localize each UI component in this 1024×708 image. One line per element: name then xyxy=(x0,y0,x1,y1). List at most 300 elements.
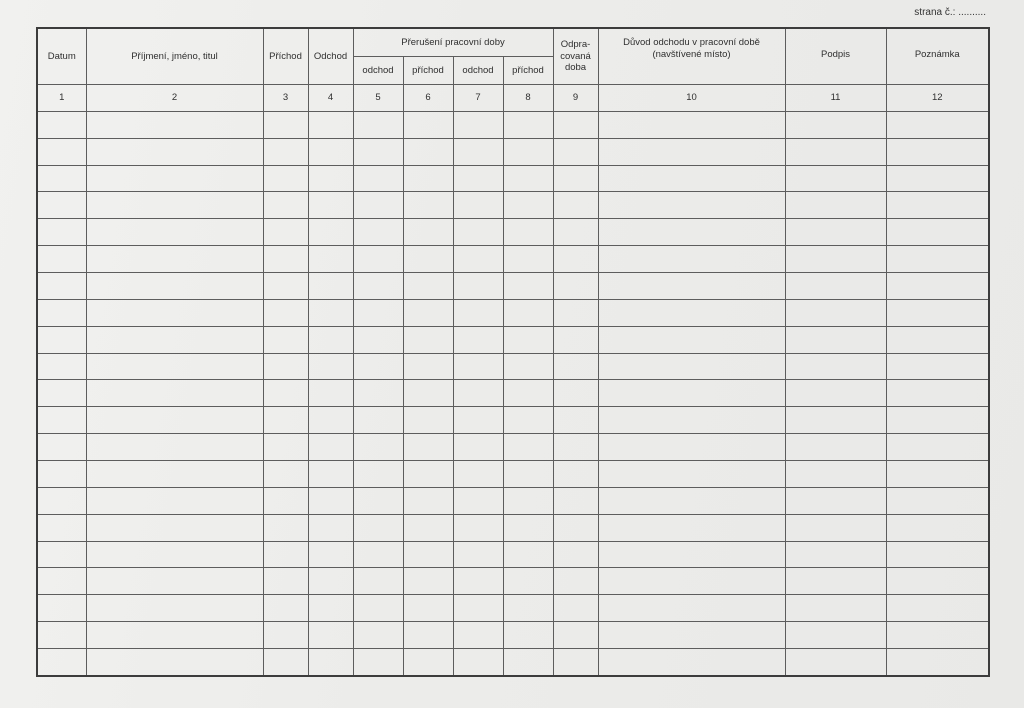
column-number-row xyxy=(37,85,989,112)
entry-cell[interactable] xyxy=(503,514,553,541)
entry-cell[interactable] xyxy=(86,568,263,595)
entry-cell[interactable] xyxy=(785,595,886,622)
entry-cell[interactable] xyxy=(785,138,886,165)
entry-cell[interactable] xyxy=(308,246,353,273)
entry-cell[interactable] xyxy=(308,326,353,353)
entry-cell[interactable] xyxy=(503,434,553,461)
subheader-prichod-1: příchod xyxy=(403,57,453,85)
entry-cell[interactable] xyxy=(503,165,553,192)
entry-cell[interactable] xyxy=(598,246,785,273)
subheader-odchod-1: odchod xyxy=(353,57,403,85)
entry-cell[interactable] xyxy=(785,353,886,380)
entry-cell[interactable] xyxy=(886,487,989,514)
entry-cell[interactable] xyxy=(453,380,503,407)
entry-cell[interactable] xyxy=(503,622,553,649)
entry-cell[interactable] xyxy=(86,514,263,541)
entry-cell[interactable] xyxy=(403,219,453,246)
entry-cell[interactable] xyxy=(598,622,785,649)
entry-cell[interactable] xyxy=(598,514,785,541)
entry-cell[interactable] xyxy=(785,407,886,434)
entry-cell[interactable] xyxy=(598,299,785,326)
entry-cell[interactable] xyxy=(553,299,598,326)
entry-cell[interactable] xyxy=(785,568,886,595)
entry-cell[interactable] xyxy=(453,622,503,649)
entry-cell[interactable] xyxy=(453,649,503,676)
entry-cell[interactable] xyxy=(785,487,886,514)
subheader-odchod-2: odchod xyxy=(453,57,503,85)
entry-cell[interactable] xyxy=(503,192,553,219)
entry-cell[interactable] xyxy=(886,407,989,434)
entry-cell[interactable] xyxy=(403,138,453,165)
entry-cell[interactable] xyxy=(263,622,308,649)
entry-cell[interactable] xyxy=(353,622,403,649)
entry-cell[interactable] xyxy=(308,407,353,434)
entry-cell[interactable] xyxy=(403,326,453,353)
entry-cell[interactable] xyxy=(403,299,453,326)
header-duvod: Důvod odchodu v pracovní době (navštívené místo) xyxy=(598,28,785,85)
entry-cell[interactable] xyxy=(353,165,403,192)
entry-cell[interactable] xyxy=(553,622,598,649)
entry-cell[interactable] xyxy=(308,219,353,246)
entry-cell[interactable] xyxy=(886,299,989,326)
column-number: 2 xyxy=(86,85,263,112)
entry-cell[interactable] xyxy=(86,649,263,676)
entry-cell[interactable] xyxy=(403,111,453,138)
entry-cell[interactable] xyxy=(308,487,353,514)
entry-cell[interactable] xyxy=(785,219,886,246)
entry-cell[interactable] xyxy=(263,380,308,407)
entry-cell[interactable] xyxy=(263,219,308,246)
column-number: 5 xyxy=(353,85,403,112)
header-prichod: Příchod xyxy=(263,28,308,85)
entry-cell[interactable] xyxy=(453,434,503,461)
column-number: 12 xyxy=(886,85,989,112)
entry-cell[interactable] xyxy=(598,326,785,353)
entry-cell[interactable] xyxy=(263,165,308,192)
entry-cell[interactable] xyxy=(37,273,86,300)
entry-cell[interactable] xyxy=(785,246,886,273)
entry-cell[interactable] xyxy=(453,219,503,246)
entry-cell[interactable] xyxy=(598,138,785,165)
entry-cell[interactable] xyxy=(263,299,308,326)
table-row xyxy=(37,622,989,649)
entry-cell[interactable] xyxy=(785,299,886,326)
entry-cell[interactable] xyxy=(308,299,353,326)
entry-cell[interactable] xyxy=(598,219,785,246)
entry-cell[interactable] xyxy=(86,273,263,300)
entry-cell[interactable] xyxy=(86,326,263,353)
entry-cell[interactable] xyxy=(453,541,503,568)
entry-cell[interactable] xyxy=(886,380,989,407)
entry-cell[interactable] xyxy=(785,461,886,488)
entry-cell[interactable] xyxy=(37,219,86,246)
entry-cell[interactable] xyxy=(598,595,785,622)
entry-cell[interactable] xyxy=(308,192,353,219)
entry-cell[interactable] xyxy=(86,165,263,192)
entry-cell[interactable] xyxy=(308,514,353,541)
entry-cell[interactable] xyxy=(453,138,503,165)
entry-cell[interactable] xyxy=(553,111,598,138)
column-number: 9 xyxy=(553,85,598,112)
entry-cell[interactable] xyxy=(353,138,403,165)
entry-cell[interactable] xyxy=(503,219,553,246)
entry-cell[interactable] xyxy=(553,353,598,380)
table-row xyxy=(37,353,989,380)
entry-cell[interactable] xyxy=(553,434,598,461)
entry-cell[interactable] xyxy=(886,111,989,138)
entry-cell[interactable] xyxy=(263,595,308,622)
entry-cell[interactable] xyxy=(886,568,989,595)
entry-cell[interactable] xyxy=(453,299,503,326)
entry-cell[interactable] xyxy=(353,434,403,461)
entry-cell[interactable] xyxy=(86,111,263,138)
entry-cell[interactable] xyxy=(263,434,308,461)
entry-cell[interactable] xyxy=(353,219,403,246)
entry-cell[interactable] xyxy=(37,138,86,165)
entry-cell[interactable] xyxy=(453,487,503,514)
column-number: 6 xyxy=(403,85,453,112)
entry-cell[interactable] xyxy=(263,111,308,138)
entry-cell[interactable] xyxy=(553,380,598,407)
entry-cell[interactable] xyxy=(553,192,598,219)
header-poznamka: Poznámka xyxy=(886,28,989,85)
entry-cell[interactable] xyxy=(553,514,598,541)
entry-cell[interactable] xyxy=(553,595,598,622)
entry-cell[interactable] xyxy=(403,622,453,649)
entry-cell[interactable] xyxy=(553,568,598,595)
entry-cell[interactable] xyxy=(37,192,86,219)
entry-cell[interactable] xyxy=(503,138,553,165)
entry-cell[interactable] xyxy=(353,541,403,568)
entry-cell[interactable] xyxy=(886,541,989,568)
entry-cell[interactable] xyxy=(308,380,353,407)
entry-cell[interactable] xyxy=(453,568,503,595)
entry-cell[interactable] xyxy=(785,273,886,300)
entry-cell[interactable] xyxy=(86,380,263,407)
entry-cell[interactable] xyxy=(353,407,403,434)
entry-cell[interactable] xyxy=(598,541,785,568)
entry-cell[interactable] xyxy=(886,219,989,246)
entry-cell[interactable] xyxy=(37,514,86,541)
table-row xyxy=(37,111,989,138)
entry-cell[interactable] xyxy=(553,273,598,300)
entry-cell[interactable] xyxy=(353,595,403,622)
entry-cell[interactable] xyxy=(353,380,403,407)
entry-cell[interactable] xyxy=(86,246,263,273)
table-row xyxy=(37,138,989,165)
entry-cell[interactable] xyxy=(86,299,263,326)
entry-cell[interactable] xyxy=(453,407,503,434)
entry-cell[interactable] xyxy=(453,165,503,192)
entry-cell[interactable] xyxy=(308,461,353,488)
entry-cell[interactable] xyxy=(308,353,353,380)
header-podpis: Podpis xyxy=(785,28,886,85)
entry-cell[interactable] xyxy=(263,568,308,595)
entry-cell[interactable] xyxy=(553,487,598,514)
entry-cell[interactable] xyxy=(308,138,353,165)
entry-cell[interactable] xyxy=(353,326,403,353)
entry-cell[interactable] xyxy=(598,273,785,300)
entry-cell[interactable] xyxy=(308,568,353,595)
table-row xyxy=(37,192,989,219)
entry-cell[interactable] xyxy=(37,353,86,380)
entry-cell[interactable] xyxy=(403,407,453,434)
column-number: 11 xyxy=(785,85,886,112)
table-row xyxy=(37,407,989,434)
entry-cell[interactable] xyxy=(503,461,553,488)
column-number: 10 xyxy=(598,85,785,112)
column-number: 7 xyxy=(453,85,503,112)
entry-cell[interactable] xyxy=(353,273,403,300)
entry-cell[interactable] xyxy=(263,273,308,300)
entry-cell[interactable] xyxy=(453,461,503,488)
entry-cell[interactable] xyxy=(86,353,263,380)
entry-cell[interactable] xyxy=(598,111,785,138)
table-row xyxy=(37,273,989,300)
column-number: 1 xyxy=(37,85,86,112)
entry-cell[interactable] xyxy=(86,487,263,514)
entry-cell[interactable] xyxy=(37,407,86,434)
header-preruseni: Přerušení pracovní doby xyxy=(353,28,553,57)
entry-cell[interactable] xyxy=(308,434,353,461)
entry-cell[interactable] xyxy=(263,461,308,488)
entry-cell[interactable] xyxy=(553,165,598,192)
entry-cell[interactable] xyxy=(37,595,86,622)
table-row xyxy=(37,461,989,488)
column-number: 8 xyxy=(503,85,553,112)
entry-cell[interactable] xyxy=(86,192,263,219)
entry-cell[interactable] xyxy=(263,514,308,541)
table-row xyxy=(37,568,989,595)
table-row xyxy=(37,219,989,246)
entry-cell[interactable] xyxy=(886,514,989,541)
entry-cell[interactable] xyxy=(263,246,308,273)
entry-cell[interactable] xyxy=(403,380,453,407)
entry-cell[interactable] xyxy=(553,138,598,165)
entry-cell[interactable] xyxy=(403,461,453,488)
entry-cell[interactable] xyxy=(503,380,553,407)
entry-cell[interactable] xyxy=(886,434,989,461)
table-row xyxy=(37,246,989,273)
entry-cell[interactable] xyxy=(785,111,886,138)
entry-cell[interactable] xyxy=(598,487,785,514)
entry-cell[interactable] xyxy=(403,649,453,676)
entry-cell[interactable] xyxy=(886,326,989,353)
entry-cell[interactable] xyxy=(308,541,353,568)
entry-cell[interactable] xyxy=(503,111,553,138)
entry-cell[interactable] xyxy=(353,461,403,488)
entry-cell[interactable] xyxy=(553,541,598,568)
entry-cell[interactable] xyxy=(886,595,989,622)
entry-cell[interactable] xyxy=(86,138,263,165)
table-row xyxy=(37,380,989,407)
entry-cell[interactable] xyxy=(785,165,886,192)
table-row xyxy=(37,434,989,461)
entry-cell[interactable] xyxy=(503,541,553,568)
entry-cell[interactable] xyxy=(263,353,308,380)
entry-cell[interactable] xyxy=(453,246,503,273)
entry-cell[interactable] xyxy=(403,246,453,273)
entry-cell[interactable] xyxy=(553,326,598,353)
entry-cell[interactable] xyxy=(403,595,453,622)
entry-cell[interactable] xyxy=(453,192,503,219)
entry-cell[interactable] xyxy=(453,111,503,138)
entry-cell[interactable] xyxy=(403,353,453,380)
entry-cell[interactable] xyxy=(598,407,785,434)
entry-cell[interactable] xyxy=(403,273,453,300)
entry-cell[interactable] xyxy=(886,353,989,380)
entry-cell[interactable] xyxy=(353,111,403,138)
column-number: 3 xyxy=(263,85,308,112)
entry-cell[interactable] xyxy=(503,649,553,676)
entry-cell[interactable] xyxy=(886,649,989,676)
entry-cell[interactable] xyxy=(353,353,403,380)
entry-cell[interactable] xyxy=(503,246,553,273)
entry-cell[interactable] xyxy=(308,111,353,138)
entry-cell[interactable] xyxy=(785,380,886,407)
table-row xyxy=(37,299,989,326)
entry-cell[interactable] xyxy=(263,407,308,434)
entry-cell[interactable] xyxy=(403,434,453,461)
entry-cell[interactable] xyxy=(37,246,86,273)
entry-cell[interactable] xyxy=(403,165,453,192)
entry-cell[interactable] xyxy=(598,461,785,488)
entry-cell[interactable] xyxy=(263,541,308,568)
table-row xyxy=(37,326,989,353)
entry-cell[interactable] xyxy=(886,138,989,165)
entry-cell[interactable] xyxy=(553,246,598,273)
entry-cell[interactable] xyxy=(353,514,403,541)
attendance-table xyxy=(36,27,990,677)
entry-cell[interactable] xyxy=(37,649,86,676)
entry-cell[interactable] xyxy=(453,595,503,622)
entry-cell[interactable] xyxy=(785,649,886,676)
entry-cell[interactable] xyxy=(308,649,353,676)
entry-cell[interactable] xyxy=(263,487,308,514)
entry-cell[interactable] xyxy=(353,192,403,219)
entry-cell[interactable] xyxy=(263,192,308,219)
entry-cell[interactable] xyxy=(37,111,86,138)
entry-cell[interactable] xyxy=(86,622,263,649)
entry-cell[interactable] xyxy=(308,273,353,300)
entry-cell[interactable] xyxy=(886,192,989,219)
entry-cell[interactable] xyxy=(453,353,503,380)
entry-cell[interactable] xyxy=(598,434,785,461)
entry-cell[interactable] xyxy=(453,326,503,353)
entry-cell[interactable] xyxy=(403,487,453,514)
entry-cell[interactable] xyxy=(403,514,453,541)
entry-cell[interactable] xyxy=(886,622,989,649)
entry-cell[interactable] xyxy=(503,326,553,353)
entry-cell[interactable] xyxy=(308,622,353,649)
entry-cell[interactable] xyxy=(37,461,86,488)
entry-cell[interactable] xyxy=(553,407,598,434)
table-row xyxy=(37,487,989,514)
entry-cell[interactable] xyxy=(263,326,308,353)
entry-cell[interactable] xyxy=(553,461,598,488)
entry-cell[interactable] xyxy=(37,165,86,192)
entry-cell[interactable] xyxy=(503,487,553,514)
entry-cell[interactable] xyxy=(403,541,453,568)
entry-cell[interactable] xyxy=(553,649,598,676)
entry-cell[interactable] xyxy=(403,568,453,595)
entry-cell[interactable] xyxy=(785,192,886,219)
entry-cell[interactable] xyxy=(503,568,553,595)
entry-cell[interactable] xyxy=(37,326,86,353)
entry-cell[interactable] xyxy=(598,165,785,192)
entry-cell[interactable] xyxy=(308,595,353,622)
entry-cell[interactable] xyxy=(353,299,403,326)
entry-cell[interactable] xyxy=(598,353,785,380)
entry-cell[interactable] xyxy=(503,353,553,380)
entry-cell[interactable] xyxy=(785,622,886,649)
entry-cell[interactable] xyxy=(308,165,353,192)
entry-cell[interactable] xyxy=(353,246,403,273)
entry-cell[interactable] xyxy=(598,380,785,407)
header-datum: Datum xyxy=(37,28,86,85)
entry-cell[interactable] xyxy=(37,487,86,514)
entry-cell[interactable] xyxy=(598,568,785,595)
entry-cell[interactable] xyxy=(353,649,403,676)
entry-cell[interactable] xyxy=(86,407,263,434)
header-jmeno: Příjmení, jméno, titul xyxy=(86,28,263,85)
entry-cell[interactable] xyxy=(37,434,86,461)
entry-cell[interactable] xyxy=(353,487,403,514)
entry-cell[interactable] xyxy=(86,461,263,488)
entry-cell[interactable] xyxy=(263,649,308,676)
header-odchod: Odchod xyxy=(308,28,353,85)
entry-cell[interactable] xyxy=(453,514,503,541)
column-number: 4 xyxy=(308,85,353,112)
entry-cell[interactable] xyxy=(37,622,86,649)
entry-cell[interactable] xyxy=(353,568,403,595)
entry-cell[interactable] xyxy=(37,541,86,568)
entry-cell[interactable] xyxy=(503,407,553,434)
entry-cell[interactable] xyxy=(263,138,308,165)
entry-cell[interactable] xyxy=(503,273,553,300)
entry-cell[interactable] xyxy=(785,514,886,541)
entry-cell[interactable] xyxy=(886,273,989,300)
entry-cell[interactable] xyxy=(785,326,886,353)
entry-cell[interactable] xyxy=(503,595,553,622)
subheader-prichod-2: příchod xyxy=(503,57,553,85)
entry-cell[interactable] xyxy=(886,461,989,488)
table-row xyxy=(37,595,989,622)
entry-cell[interactable] xyxy=(453,273,503,300)
table-row xyxy=(37,165,989,192)
entry-cell[interactable] xyxy=(86,541,263,568)
table-row xyxy=(37,514,989,541)
entry-cell[interactable] xyxy=(37,299,86,326)
table-row xyxy=(37,649,989,676)
entry-cell[interactable] xyxy=(553,219,598,246)
entry-cell[interactable] xyxy=(598,192,785,219)
entry-cell[interactable] xyxy=(37,568,86,595)
entry-cell[interactable] xyxy=(598,649,785,676)
entry-cell[interactable] xyxy=(86,595,263,622)
entry-cell[interactable] xyxy=(785,541,886,568)
entry-cell[interactable] xyxy=(403,192,453,219)
table-row xyxy=(37,541,989,568)
entry-cell[interactable] xyxy=(37,380,86,407)
entry-cell[interactable] xyxy=(86,219,263,246)
entry-cell[interactable] xyxy=(86,434,263,461)
header-odpracovana: Odpra- covaná doba xyxy=(553,28,598,85)
entry-cell[interactable] xyxy=(886,165,989,192)
entry-cell[interactable] xyxy=(503,299,553,326)
entry-cell[interactable] xyxy=(886,246,989,273)
entry-cell[interactable] xyxy=(785,434,886,461)
